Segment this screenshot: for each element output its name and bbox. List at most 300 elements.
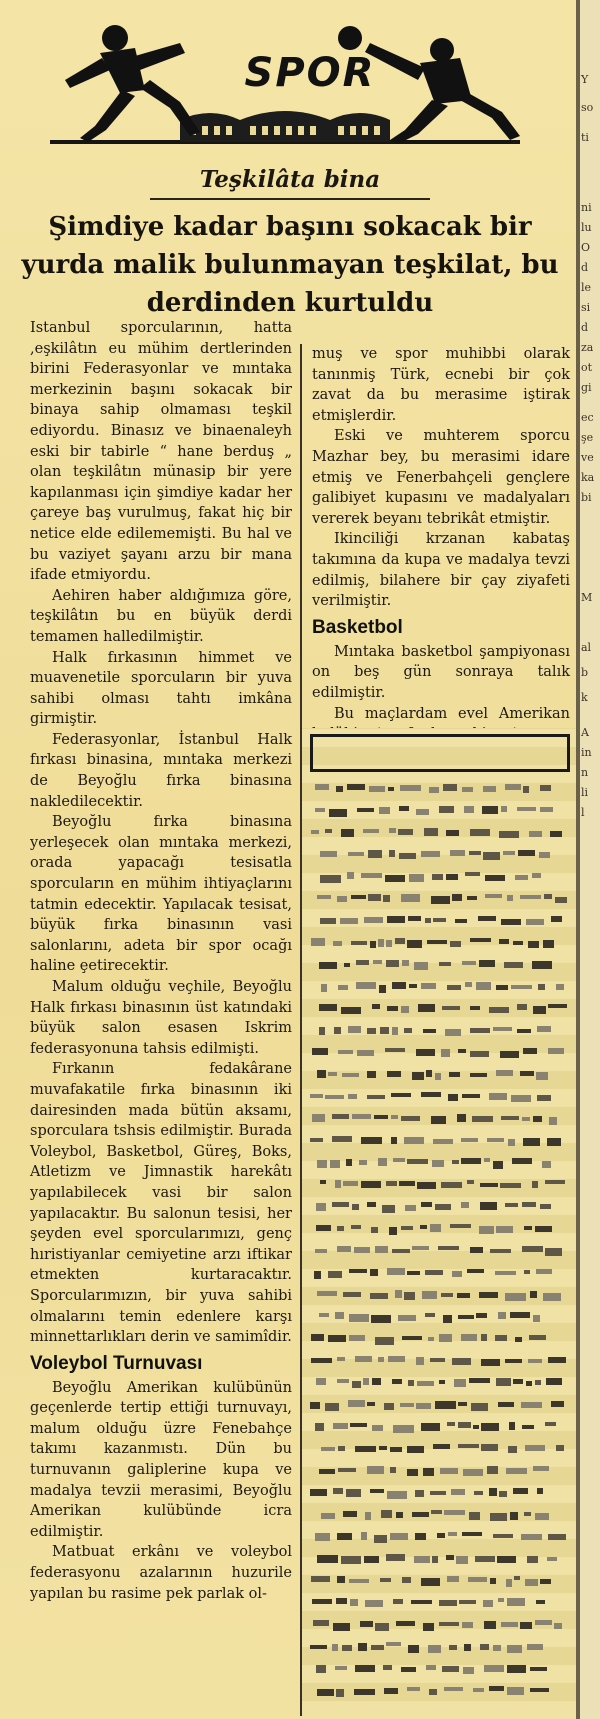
pixel-block bbox=[411, 1600, 432, 1604]
pixel-block bbox=[430, 1358, 445, 1362]
pixelated-heading-box bbox=[310, 734, 570, 772]
pixel-block bbox=[490, 1578, 496, 1584]
pixel-block bbox=[428, 1337, 434, 1341]
pixel-block bbox=[527, 1556, 538, 1563]
pixel-block bbox=[316, 1665, 326, 1673]
pixel-block bbox=[402, 960, 409, 966]
pixel-block bbox=[365, 1600, 383, 1607]
pixel-block bbox=[363, 829, 379, 833]
pixel-block bbox=[390, 1533, 408, 1540]
pixel-block bbox=[555, 897, 567, 903]
pixel-block bbox=[470, 829, 490, 836]
pixel-block bbox=[423, 1468, 434, 1476]
pixel-block bbox=[467, 896, 477, 900]
pixel-block bbox=[367, 1202, 376, 1207]
pixel-block bbox=[501, 919, 521, 925]
pixel-block bbox=[540, 785, 551, 791]
pixel-block bbox=[356, 982, 376, 989]
pixel-block bbox=[335, 1666, 347, 1670]
pixel-block bbox=[328, 1072, 337, 1076]
pixel-block bbox=[316, 1225, 331, 1231]
kicker-underline bbox=[150, 198, 430, 200]
pixel-block bbox=[367, 1095, 385, 1099]
pixel-block bbox=[368, 894, 381, 901]
pixel-block bbox=[441, 1049, 450, 1057]
pixel-block bbox=[489, 1686, 504, 1691]
adjacent-page-fragment: l bbox=[581, 806, 585, 819]
pixel-block bbox=[398, 1315, 416, 1321]
adjacent-page-fragment: li bbox=[581, 786, 589, 799]
pixel-block bbox=[506, 1468, 527, 1474]
pixel-block bbox=[315, 1249, 327, 1253]
pixel-block bbox=[336, 1598, 347, 1604]
pixel-block bbox=[313, 1620, 329, 1626]
pixel-block bbox=[510, 1312, 530, 1318]
pixel-block bbox=[311, 938, 325, 946]
pixel-block bbox=[396, 1512, 403, 1518]
pixel-block bbox=[359, 1160, 367, 1165]
pixel-block bbox=[382, 1205, 395, 1213]
pixel-block bbox=[402, 1336, 422, 1340]
pixel-block bbox=[517, 1029, 531, 1033]
pixel-block bbox=[421, 1092, 441, 1097]
pixel-block bbox=[405, 1205, 416, 1211]
pixel-block bbox=[458, 1049, 466, 1053]
pixel-block bbox=[372, 1004, 380, 1009]
pixel-block bbox=[457, 1114, 466, 1122]
pixel-block bbox=[450, 941, 461, 947]
pixel-block bbox=[522, 1117, 530, 1121]
pixel-block bbox=[447, 1422, 455, 1426]
adjacent-page-fragment: ni bbox=[581, 201, 592, 214]
pixel-block bbox=[464, 1644, 471, 1651]
pixel-block bbox=[320, 875, 341, 883]
volleyball-subheading: Voleybol Turnuvası bbox=[30, 1352, 203, 1374]
pixel-block bbox=[334, 1027, 341, 1034]
pixel-block bbox=[481, 1444, 498, 1451]
pixel-block bbox=[425, 1270, 443, 1275]
pixel-block bbox=[420, 1225, 427, 1229]
pixel-block bbox=[346, 1159, 352, 1166]
pixel-block bbox=[535, 1620, 552, 1625]
pixel-block bbox=[540, 1204, 551, 1209]
pixel-block bbox=[386, 1554, 405, 1561]
pixel-block bbox=[367, 1466, 384, 1474]
pixel-block bbox=[311, 1334, 324, 1341]
pixel-block bbox=[483, 1600, 493, 1607]
pixel-block bbox=[528, 941, 539, 948]
pixel-block bbox=[361, 1532, 367, 1540]
pixel-block bbox=[384, 1688, 398, 1694]
pixel-block bbox=[383, 895, 390, 902]
pixel-block bbox=[439, 1600, 457, 1606]
adjacent-page-fragment: ec bbox=[581, 411, 594, 424]
pixel-block bbox=[503, 851, 515, 855]
pixel-block bbox=[543, 1293, 561, 1301]
pixel-block bbox=[444, 1687, 463, 1691]
pixel-block bbox=[412, 1246, 429, 1250]
pixel-block bbox=[523, 786, 529, 793]
pixel-block bbox=[522, 1246, 543, 1252]
pixel-block bbox=[351, 895, 366, 899]
pixel-block bbox=[365, 1512, 371, 1520]
pixel-block bbox=[462, 787, 473, 792]
pixel-block bbox=[341, 1007, 361, 1014]
pixel-block bbox=[455, 919, 467, 923]
pixel-block bbox=[528, 1359, 542, 1363]
pixel-block bbox=[407, 1446, 424, 1453]
pixel-block bbox=[489, 1488, 497, 1496]
pixel-block bbox=[515, 875, 528, 880]
pixel-block bbox=[404, 1137, 424, 1144]
pixel-block bbox=[533, 1466, 549, 1471]
pixel-block bbox=[452, 1271, 462, 1277]
left-column bbox=[30, 318, 292, 1604]
pixel-block bbox=[310, 1645, 327, 1649]
pixel-block bbox=[409, 984, 417, 988]
pixel-block bbox=[548, 1357, 566, 1363]
pixel-block bbox=[352, 1114, 371, 1119]
pixel-block bbox=[431, 1116, 446, 1124]
pixel-block bbox=[497, 1556, 516, 1563]
pixel-block bbox=[551, 1401, 564, 1407]
pixel-block bbox=[431, 896, 450, 904]
pixel-block bbox=[354, 1247, 370, 1253]
pixel-block bbox=[360, 1621, 373, 1627]
pixel-block bbox=[501, 1622, 518, 1627]
pixel-block bbox=[344, 963, 350, 967]
pixel-block bbox=[373, 960, 382, 964]
pixel-block bbox=[473, 1425, 479, 1429]
pixel-block bbox=[347, 872, 354, 879]
pixel-block bbox=[490, 1513, 507, 1521]
pixel-block bbox=[529, 1335, 546, 1340]
pixel-block bbox=[337, 1533, 352, 1540]
adjacent-page-fragment: ka bbox=[581, 471, 595, 484]
pixel-block bbox=[483, 786, 496, 792]
pixel-block bbox=[513, 941, 523, 945]
pixel-block bbox=[371, 1315, 391, 1323]
pixel-block bbox=[463, 1667, 474, 1674]
pixel-block bbox=[401, 1667, 416, 1672]
pixel-block bbox=[371, 1645, 384, 1650]
pixel-block bbox=[389, 850, 395, 857]
pixel-block bbox=[332, 1136, 352, 1142]
pixel-block bbox=[315, 784, 329, 790]
pixel-block bbox=[414, 1556, 430, 1563]
pixel-block bbox=[500, 1183, 521, 1188]
pixel-block bbox=[381, 1510, 392, 1518]
pixel-block bbox=[370, 941, 376, 948]
pixel-block bbox=[341, 1556, 361, 1564]
pixel-block bbox=[378, 939, 384, 947]
pixel-block bbox=[526, 919, 544, 925]
pixel-block bbox=[320, 918, 336, 924]
pixel-block bbox=[478, 916, 496, 921]
pixel-block bbox=[316, 1378, 326, 1385]
pixel-block bbox=[317, 1070, 326, 1078]
pixel-block bbox=[498, 1312, 506, 1319]
pixel-block bbox=[337, 1357, 345, 1361]
pixel-block bbox=[364, 1556, 379, 1563]
pixel-block bbox=[311, 1358, 332, 1363]
pixel-block bbox=[511, 985, 532, 989]
pixel-block bbox=[498, 1402, 514, 1407]
article-paragraph: Halk fırkasının himmet ve muavenetile sporcuların bir yuva sahibi olması tahtı imkâna girmiştir. bbox=[30, 649, 292, 728]
pixel-block bbox=[489, 1007, 509, 1013]
pixel-block bbox=[425, 1313, 435, 1317]
pixel-block bbox=[407, 1469, 418, 1476]
pixel-block bbox=[442, 1006, 460, 1010]
pixel-block bbox=[461, 1202, 469, 1208]
pixel-block bbox=[336, 786, 343, 792]
pixel-block bbox=[421, 983, 436, 989]
pixel-block bbox=[485, 894, 502, 898]
pixel-block bbox=[547, 1557, 557, 1561]
pixel-block bbox=[320, 1180, 326, 1184]
pixel-block bbox=[548, 1004, 567, 1008]
pixel-block bbox=[495, 1271, 516, 1275]
pixel-block bbox=[372, 1378, 381, 1385]
pixel-block bbox=[417, 1182, 436, 1189]
pixel-block bbox=[395, 1290, 402, 1298]
pixel-block bbox=[348, 1094, 357, 1099]
pixel-block bbox=[537, 1095, 551, 1101]
pixel-block bbox=[337, 896, 347, 902]
article-paragraph: Aehiren haber aldığımıza göre, teşkilâtın bu en büyük derdi temamen halledilmiştir. bbox=[30, 587, 292, 645]
pixel-block bbox=[462, 1622, 473, 1628]
pixel-block bbox=[315, 1533, 330, 1541]
pixel-block bbox=[401, 1226, 413, 1230]
pixel-block bbox=[481, 1423, 499, 1431]
pixel-block bbox=[421, 1202, 432, 1207]
pixel-block bbox=[433, 918, 446, 922]
pixel-block bbox=[470, 1051, 489, 1057]
pixel-block bbox=[317, 1689, 334, 1696]
pixel-block bbox=[343, 1292, 361, 1297]
pixel-block bbox=[370, 1293, 388, 1299]
pixel-block bbox=[487, 1138, 504, 1142]
pixel-block bbox=[507, 1598, 525, 1606]
pixel-block bbox=[391, 1137, 397, 1144]
pixel-block bbox=[493, 1534, 513, 1538]
pixel-block bbox=[361, 873, 382, 878]
pixel-block bbox=[310, 1138, 323, 1142]
pixel-block bbox=[332, 1202, 349, 1207]
pixel-block bbox=[548, 1048, 564, 1054]
pixel-block bbox=[514, 1576, 520, 1580]
pixel-block bbox=[548, 1534, 566, 1540]
adjacent-page-fragment: b bbox=[581, 666, 589, 679]
pixel-block bbox=[540, 807, 553, 812]
pixel-block bbox=[386, 1181, 397, 1186]
masthead-title: SPOR bbox=[244, 50, 376, 96]
pixel-block bbox=[435, 1073, 441, 1080]
pixel-block bbox=[317, 1160, 327, 1168]
pixel-block bbox=[505, 1293, 526, 1301]
pixel-block bbox=[325, 1403, 339, 1411]
pixel-block bbox=[379, 985, 386, 993]
pixel-block bbox=[542, 1161, 551, 1168]
pixel-block bbox=[335, 1312, 344, 1319]
pixel-block bbox=[544, 894, 552, 899]
pixel-block bbox=[520, 895, 541, 899]
pixel-block bbox=[342, 1645, 352, 1651]
pixel-block bbox=[527, 1644, 543, 1650]
pixel-block bbox=[338, 1468, 356, 1472]
pixel-block bbox=[545, 1422, 556, 1426]
pixel-block bbox=[510, 1512, 518, 1520]
pixel-block bbox=[393, 1158, 405, 1162]
pixel-block bbox=[427, 940, 447, 944]
pixel-block bbox=[524, 1512, 531, 1516]
pixel-block bbox=[458, 1422, 471, 1428]
pixel-block bbox=[529, 831, 542, 837]
pixel-block bbox=[476, 982, 491, 990]
pixel-block bbox=[416, 1357, 424, 1365]
pixel-block bbox=[384, 1403, 394, 1410]
pixel-block bbox=[469, 851, 481, 855]
pixel-block bbox=[480, 1202, 497, 1210]
pixel-block bbox=[317, 1291, 337, 1296]
pixel-block bbox=[451, 1489, 465, 1495]
adjacent-page-fragment: ot bbox=[581, 361, 593, 374]
pixel-block bbox=[545, 1248, 562, 1256]
pixel-block bbox=[535, 1513, 549, 1520]
pixel-block bbox=[375, 1337, 394, 1345]
pixel-block bbox=[390, 1447, 402, 1452]
pixel-block bbox=[439, 1380, 445, 1384]
pixel-block bbox=[337, 1576, 345, 1583]
pixel-block bbox=[338, 1446, 345, 1451]
pixel-block bbox=[392, 982, 406, 989]
pixel-block bbox=[333, 941, 342, 946]
adjacent-page-fragment: A bbox=[581, 726, 589, 739]
pixel-block bbox=[354, 1689, 375, 1695]
pixel-block bbox=[438, 1246, 459, 1250]
right-column bbox=[312, 344, 570, 765]
pixel-block bbox=[401, 1006, 409, 1013]
pixel-block bbox=[435, 1204, 451, 1210]
pixel-block bbox=[421, 1423, 440, 1431]
pixel-block bbox=[547, 1138, 561, 1146]
pixel-block bbox=[349, 1579, 369, 1583]
pixel-block bbox=[319, 1313, 329, 1317]
pixel-block bbox=[423, 1623, 434, 1631]
pixel-block bbox=[475, 1556, 495, 1562]
pixel-block bbox=[310, 1402, 320, 1409]
pixel-block bbox=[505, 784, 521, 790]
pixel-block bbox=[470, 1247, 483, 1253]
pixel-block bbox=[520, 1071, 534, 1076]
adjacent-page-fragment: gi bbox=[581, 381, 592, 394]
pixel-block bbox=[357, 808, 374, 812]
pixel-block bbox=[349, 1314, 369, 1322]
pixel-block bbox=[412, 1512, 429, 1517]
pixel-block bbox=[429, 787, 439, 793]
pixel-block bbox=[321, 1513, 335, 1519]
pixel-block bbox=[470, 1073, 487, 1077]
article-paragraph: Federasyonlar, İstanbul Halk fırkası binasina, mıntaka merkezi de Beyoğlu fırka binasına nakledilecektir. bbox=[30, 731, 292, 810]
pixel-block bbox=[484, 1158, 490, 1162]
pixel-block bbox=[461, 1158, 481, 1164]
pixel-block bbox=[532, 873, 541, 878]
pixel-block bbox=[385, 875, 405, 882]
pixel-block bbox=[500, 1051, 519, 1058]
pixel-block bbox=[465, 872, 480, 876]
pixel-block bbox=[409, 874, 424, 882]
pixel-block bbox=[367, 1402, 375, 1406]
pixel-block bbox=[468, 1577, 487, 1582]
pixel-block bbox=[321, 1447, 335, 1451]
pixel-block bbox=[370, 1489, 384, 1493]
pixel-block bbox=[533, 1116, 542, 1122]
pixel-block bbox=[426, 1665, 436, 1670]
pixel-block bbox=[347, 784, 365, 790]
pixel-block bbox=[319, 1004, 337, 1011]
pixel-block bbox=[395, 938, 405, 944]
pixel-block bbox=[525, 1445, 545, 1451]
pixel-block bbox=[556, 1445, 564, 1451]
pixel-block bbox=[430, 1224, 441, 1232]
pixel-block bbox=[464, 806, 474, 813]
pixel-block bbox=[521, 1402, 542, 1408]
pixel-block bbox=[505, 1203, 518, 1207]
pixel-block bbox=[512, 1158, 532, 1164]
article-paragraph: Eski ve muhterem sporcu Mazhar bey, bu merasimi idare etmiş ve Fenerbahçeli gençlere galibiyet kupasını ve madalyaları vererek beyanı tebrikât etmiştir. bbox=[312, 428, 570, 527]
pixel-block bbox=[470, 938, 491, 942]
adjacent-page-fragment: si bbox=[581, 301, 591, 314]
pixel-block bbox=[493, 1645, 501, 1651]
pixel-block bbox=[315, 1423, 324, 1431]
article-paragraph: Matbuat erkânı ve voleybol federasyonu azalarının huzurile yapılan bu rasime pek parlak ol- bbox=[30, 1544, 292, 1602]
pixel-block bbox=[452, 1358, 471, 1365]
pixel-block bbox=[524, 1226, 532, 1230]
article-paragraph: Istanbul sporcularının, hatta ,eşkilâtın eu mühim dertlerinden birini Federasyonlar ve mıntaka merkezinin başını sokacak bir binaya sahip olmaması teşkil ediyordu. Binasız ve binaenaleyh eski bir tabirle “ hane berduş „ olan teşkilâtın münasip bir yere kapılanması için şimdiye kadar her çareye baş vurulmuş, fakat hiç bir netice elde edilememişti. Bu hal ve bu vaziyet şayanı arzu bir mana ifade etmiyordu. bbox=[30, 320, 292, 584]
pixel-block bbox=[423, 1029, 436, 1033]
pixel-block bbox=[321, 984, 327, 992]
pixel-block bbox=[311, 1576, 330, 1582]
pixel-block bbox=[447, 1576, 459, 1582]
pixel-block bbox=[329, 809, 347, 817]
pixel-block bbox=[421, 851, 440, 857]
pixel-block bbox=[404, 1292, 415, 1300]
adjacent-page-fragment: n bbox=[581, 766, 589, 779]
pixel-block bbox=[443, 784, 457, 791]
pixel-block bbox=[319, 1469, 335, 1474]
pixel-block bbox=[429, 1689, 437, 1695]
pixel-block bbox=[356, 960, 369, 965]
pixel-block bbox=[338, 985, 348, 990]
pixel-block bbox=[351, 1225, 361, 1229]
pixel-block bbox=[554, 1623, 562, 1629]
pixel-block bbox=[319, 1027, 325, 1035]
pixel-block bbox=[444, 1510, 465, 1515]
pixel-block bbox=[437, 1533, 445, 1538]
pixel-block bbox=[483, 852, 500, 860]
pixel-block bbox=[461, 1334, 477, 1341]
pixel-block bbox=[407, 940, 422, 948]
pixel-block bbox=[522, 1425, 534, 1429]
pixel-block bbox=[440, 1468, 458, 1474]
pixel-block bbox=[445, 1029, 461, 1036]
pixel-block bbox=[471, 1403, 488, 1411]
pixel-block bbox=[536, 1600, 545, 1604]
pixel-block bbox=[416, 1403, 431, 1409]
pixel-block bbox=[389, 828, 396, 833]
pixel-block bbox=[450, 850, 465, 856]
pixel-block bbox=[538, 984, 545, 990]
